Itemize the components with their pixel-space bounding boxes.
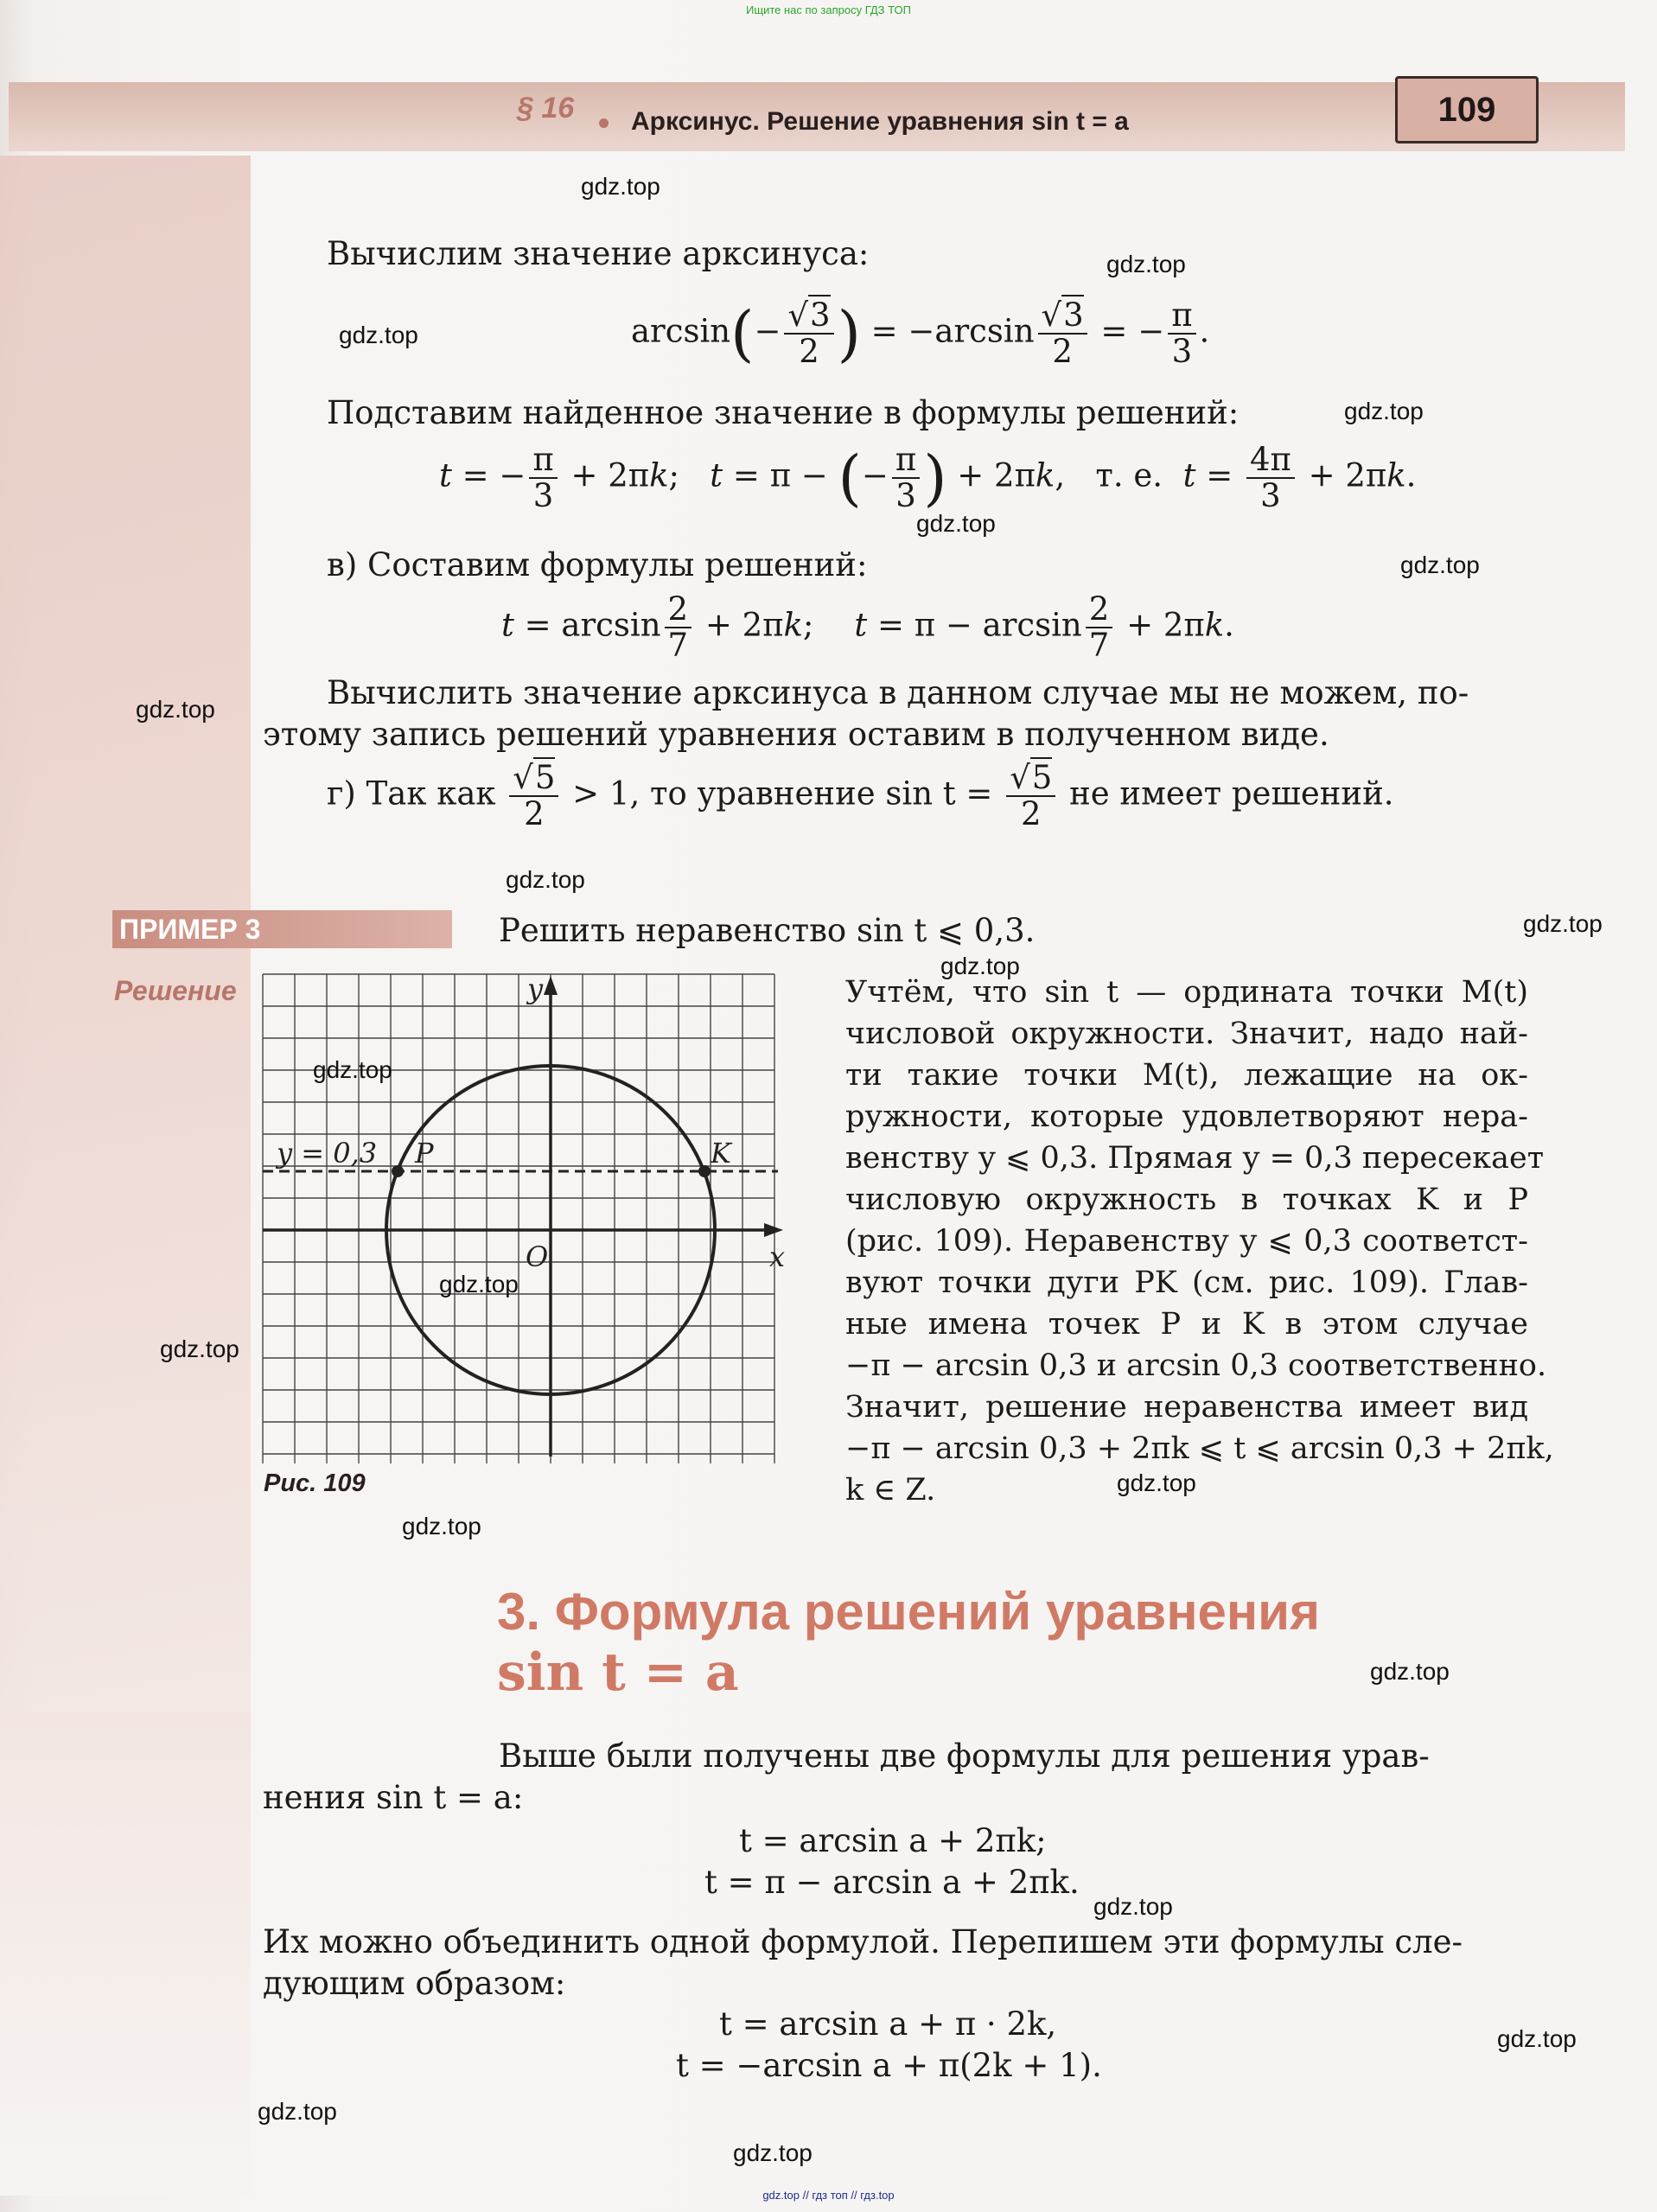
watermark: gdz.top <box>1523 910 1603 937</box>
part-c-label: в) Составим формулы решений: <box>327 546 868 583</box>
part-d-statement: г) Так как $\frac{√5}{2}$ > 1, то уравнение sin t = $\frac{√5}{2}$ не имеет решений. <box>327 759 1394 832</box>
watermark: gdz.top <box>339 322 418 348</box>
solution-line: ные имена точек P и K в этом случае <box>845 1307 1528 1342</box>
arcsin-word: arcsin <box>631 312 731 350</box>
watermark: gdz.top <box>1106 251 1186 277</box>
part-d-end: не имеет решений. <box>1069 775 1394 813</box>
solution-line: −π − arcsin 0,3 и arcsin 0,3 соответственно. <box>845 1348 1547 1383</box>
equals-arcsin: = −arcsin <box>870 312 1035 350</box>
example-task: Решить неравенство sin t ⩽ 0,3. <box>499 912 1036 949</box>
section-number: § 16 <box>517 92 575 124</box>
solution-text <box>845 972 1554 1511</box>
watermark: gdz.top <box>1093 1893 1173 1920</box>
watermark: gdz.top <box>160 1335 239 1362</box>
figure-caption: Рис. 109 <box>264 1469 366 1497</box>
watermark: gdz.top <box>439 1271 519 1297</box>
formula-4: t = −arcsin a + π(2k + 1). <box>676 2047 1102 2084</box>
part-d-start: г) Так как <box>327 775 496 813</box>
x-axis-arrow <box>764 1223 783 1237</box>
section-3-para2-line2: дующим образом: <box>263 1965 566 2002</box>
header-bullet <box>599 118 609 128</box>
point-k <box>698 1165 711 1177</box>
solution-line: Значит, решение неравенства имеет вид <box>845 1390 1528 1425</box>
solution-line: числовой окружности. Значит, надо най- <box>845 1017 1528 1051</box>
line-label: y = 0,3 <box>277 1137 378 1170</box>
label-origin: O <box>526 1240 549 1273</box>
section-3-para1-line2: нения sin t = a: <box>263 1779 524 1816</box>
sqrt3-arg: 3 <box>810 296 831 334</box>
substitute-text: Подставим найденное значение в формулы решений: <box>327 394 1240 431</box>
top-note: Ищите нас по запросу ГДЗ ТОП <box>746 3 911 16</box>
watermark: gdz.top <box>1370 1658 1450 1685</box>
part-c-note-2: этому запись решений уравнения оставим в полученном виде. <box>263 716 1329 753</box>
part-c-formulas: t = arcsin $\frac{2}{7}$ + 2πk; t = π − arcsin $\frac{2}{7}$ + 2πk. <box>501 590 1234 664</box>
section-3-title <box>497 1582 1320 1703</box>
watermark: gdz.top <box>136 696 215 723</box>
formula-2: t = π − arcsin a + 2πk. <box>704 1864 1080 1901</box>
pi-over-3: $\frac{\pi}{3}$ <box>1168 298 1195 369</box>
label-y: y <box>527 972 544 1005</box>
part-b-solutions: t = − $\frac{\pi}{3}$ + 2πk; t = π − (− $\frac{\pi}{3}$ ) + 2πk, т. е. t = $\frac{4\pi}{3}$ + 2πk. <box>439 441 1417 514</box>
formula-1: t = arcsin a + 2πk; <box>739 1822 1047 1859</box>
part-d-eq: sin t = <box>885 775 993 813</box>
label-x: x <box>769 1240 786 1273</box>
section-3-title-line2: sin t = a <box>497 1642 739 1703</box>
section-3-para1-line1: Выше были получены две формулы для решения урав- <box>499 1737 1430 1775</box>
solution-line: ти такие точки M(t), лежащие на ок- <box>845 1058 1528 1093</box>
solution-line: k ∈ Z. <box>845 1473 936 1508</box>
arcsin-equation: arcsin(− $\frac{√3}{2}$ ) = −arcsin $\frac{√3}{2}$ = − $\frac{\pi}{3}$ . <box>631 296 1210 370</box>
watermark: gdz.top <box>1117 1469 1196 1496</box>
solution-line: вуют точки дуги PK (см. рис. 109). Глав- <box>845 1265 1528 1300</box>
solution-line: ружности, которые удовлетворяют нера- <box>845 1100 1528 1134</box>
watermark: gdz.top <box>733 2139 813 2166</box>
solution-label: Решение <box>114 975 237 1006</box>
solution-line: венству y ⩽ 0,3. Прямая y = 0,3 пересекает <box>845 1141 1545 1176</box>
watermark: gdz.top <box>506 866 585 893</box>
label-k: K <box>711 1137 731 1170</box>
watermark: gdz.top <box>258 2098 337 2125</box>
sqrt3-over-2: $\frac{√3}{2}$ <box>784 298 833 369</box>
watermark: gdz.top <box>1344 398 1424 424</box>
y-axis-arrow <box>544 976 558 995</box>
that-is: т. е. <box>1095 456 1163 494</box>
example-label: ПРИМЕР 3 <box>112 910 452 948</box>
sqrt3-den: 2 <box>799 333 819 370</box>
watermark: gdz.top <box>916 510 996 537</box>
watermark: gdz.top <box>940 953 1020 979</box>
watermark: gdz.top <box>1400 551 1480 578</box>
left-margin-fade <box>0 1712 251 2196</box>
label-p: P <box>415 1137 434 1170</box>
sqrt3-over-2-b: $\frac{√3}{2}$ <box>1038 298 1087 369</box>
minus-sign: − <box>754 312 781 350</box>
bottom-note: gdz.top // гдз топ // гдз.top <box>762 2189 895 2202</box>
page-number: 109 <box>1395 76 1539 143</box>
formula-3: t = arcsin a + π · 2k, <box>719 2005 1057 2043</box>
part-d-gt: > 1, то уравнение <box>572 775 876 813</box>
watermark: gdz.top <box>313 1056 392 1083</box>
solution-line: −π − arcsin 0,3 + 2πk ⩽ t ⩽ arcsin 0,3 + 2πk, <box>845 1431 1554 1466</box>
point-p <box>392 1165 404 1177</box>
section-3-title-line1: 3. Формула решений уравнения <box>497 1583 1321 1641</box>
watermark: gdz.top <box>402 1513 481 1539</box>
part-c-note-1: Вычислить значение арксинуса в данном случае мы не можем, по- <box>327 674 1469 711</box>
solution-line: (рис. 109). Неравенству y ⩽ 0,3 соответст- <box>845 1224 1528 1259</box>
watermark: gdz.top <box>581 173 660 200</box>
watermark: gdz.top <box>1497 2025 1577 2052</box>
solution-line: числовую окружность в точках K и P <box>845 1182 1528 1217</box>
header-title: Арксинус. Решение уравнения sin t = a <box>631 107 1129 136</box>
part-b-intro: Вычислим значение арксинуса: <box>327 235 870 272</box>
figure-109 <box>259 972 804 1465</box>
solution-line: Учтём, что sin t — ордината точки M(t) <box>845 975 1528 1010</box>
section-3-para2-line1: Их можно объединить одной формулой. Перепишем эти формулы сле- <box>263 1923 1463 1960</box>
